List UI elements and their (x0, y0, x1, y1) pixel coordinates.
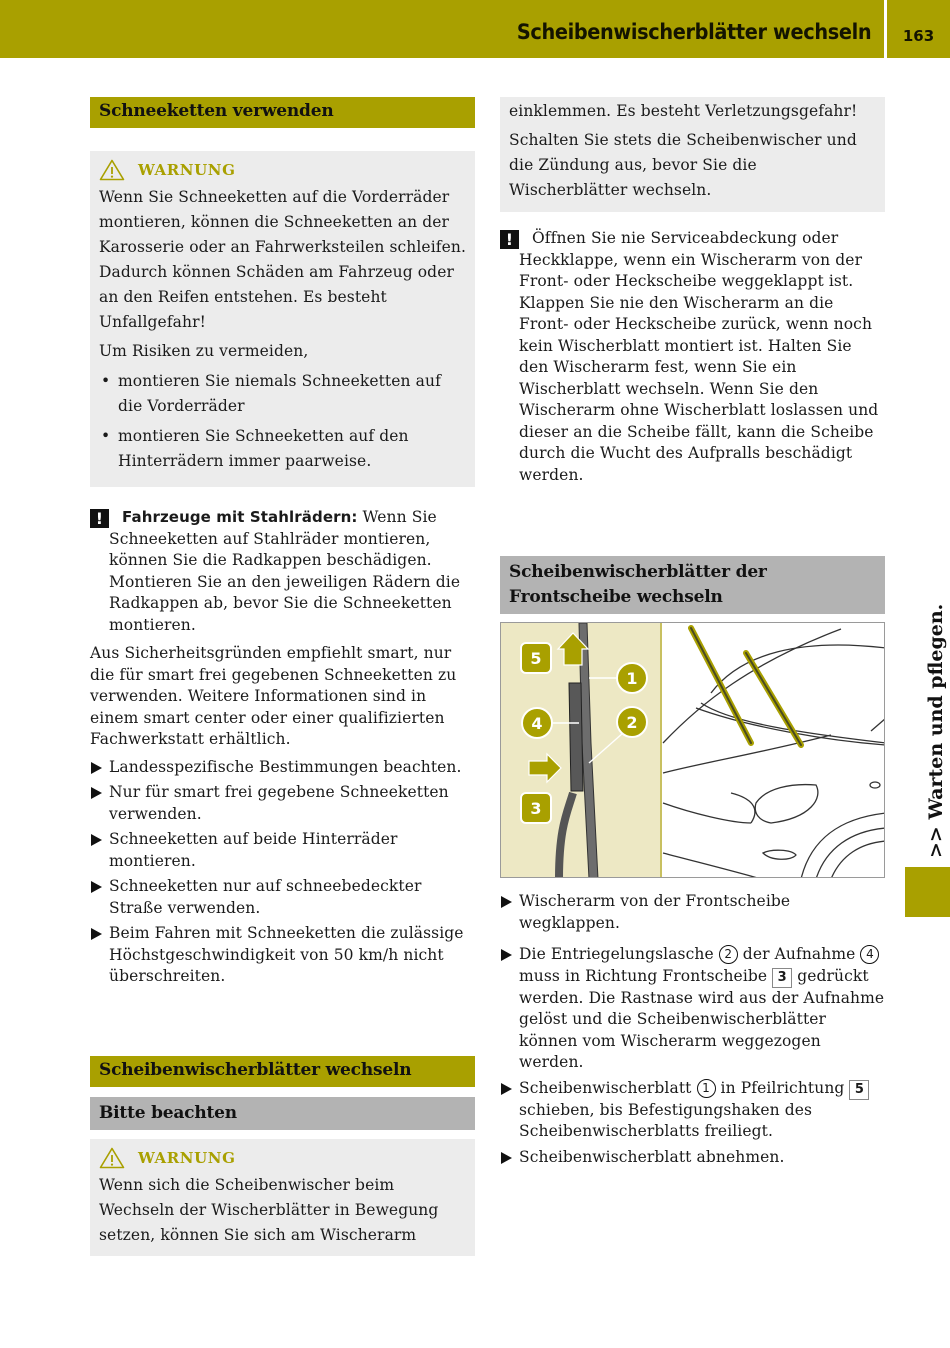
car-sketch (663, 629, 885, 878)
header-title: Scheibenwischerblätter wechseln (516, 20, 871, 44)
step-arrow-icon (501, 1083, 512, 1095)
section-heading-schneeketten: Schneeketten verwenden (90, 97, 475, 128)
warning-label: WARNUNG (138, 1148, 236, 1167)
callout-5 (521, 643, 551, 673)
info-paragraph: Aus Sicherheitsgründen empfiehlt smart, nur die für smart frei gegebenen Schneeketten zu verwenden. Weitere Informationen sind in einem smart center oder einer qualifizierten Fachwerkstatt erhältlich. (90, 644, 457, 748)
callout-3 (521, 793, 551, 823)
step-list-schneeketten (90, 757, 475, 988)
step-text: in Pfeilrichtung (715, 1078, 850, 1097)
step-item (90, 829, 475, 872)
step-item (500, 944, 885, 1074)
warning-text-advice: Schalten Sie stets die Scheibenwischer und die Zündung aus, bevor Sie die Wischerblätter wechseln. (509, 131, 857, 199)
exclamation-icon: ! (500, 230, 519, 249)
warning-intro: Um Risiken zu vermeiden, (99, 342, 309, 360)
step-item (500, 1147, 885, 1169)
step-text: Die Entriegelungslasche (519, 945, 719, 963)
warning-bullet: • montieren Sie niemals Schneeketten auf die Vorderräder (99, 369, 466, 419)
step-arrow-icon (91, 834, 102, 846)
step-text: schieben, bis Befestigungshaken des Scheibenwischerblatts freiliegt. (519, 1100, 813, 1140)
warning-box-schneeketten (90, 151, 475, 487)
note-stahlraeder (90, 507, 475, 636)
section-heading-wischerblaetter: Scheibenwischerblätter wechseln (90, 1056, 475, 1087)
step-arrow-icon (91, 762, 102, 774)
step-item (90, 757, 475, 779)
exclamation-icon: ! (90, 509, 109, 528)
callout-ref-circle: 4 (860, 945, 879, 964)
chapter-marker-block (905, 867, 950, 917)
note-bold-lead: Fahrzeuge mit Stahlrädern: (122, 508, 358, 526)
step-item (90, 782, 475, 825)
step-text: Beim Fahren mit Schneeketten die zulässige Höchstgeschwindigkeit von 50 km/h nicht überschreiten. (109, 924, 464, 985)
step-arrow-icon (91, 881, 102, 893)
right-column (500, 97, 885, 1166)
wiper-mount (569, 683, 583, 791)
note-text: Öffnen Sie nie Serviceabdeckung oder Heckklappe, wenn ein Wischerarm von der Front- oder Heckscheibe weggeklappt ist. Klappen Sie nie den Wischerarm an die Front- oder Heckscheibe zurück, wenn noch kein Wischerblatt montiert ist. Halten Sie den Wischerarm fest, wenn Sie ein Wischerblatt wechseln. Wenn Sie den Wischerarm ohne Wischerblatt loslassen und dieser an die Scheibe fällt, kann die Scheibe durch die Wucht des Aufpralls beschädigt werden. (519, 229, 879, 484)
warning-box-wischer (90, 1139, 475, 1256)
step-text: der Aufnahme (737, 945, 861, 963)
warning-triangle-icon (99, 159, 125, 181)
step-list-wischerblaetter (500, 891, 885, 1172)
svg-text:4: 4 (531, 714, 543, 733)
callout-2 (617, 707, 647, 737)
callout-1 (617, 663, 647, 693)
step-item (500, 1078, 885, 1143)
left-column-lower (90, 1056, 475, 1256)
wiper-illustration (500, 622, 885, 878)
step-text: gedrückt werden. Die Rastnase wird aus der Aufnahme gelöst und die Scheibenwischerblätter können vom Wischerarm weggezogen werden. (519, 966, 885, 1071)
callout-ref-circle: 2 (719, 945, 738, 964)
step-arrow-icon (501, 1152, 512, 1164)
section-heading-frontscheibe: Scheibenwischerblätter der Frontscheibe wechseln (500, 556, 885, 614)
step-arrow-icon (91, 928, 102, 940)
note-text: Wenn Sie Schneeketten auf Stahlräder montieren, können Sie die Radkappen beschädigen. Montieren Sie an den jeweiligen Rädern die Radkappen ab, bevor Sie die Schneeketten montieren. (109, 508, 461, 634)
warning-bullet: • montieren Sie Schneeketten auf den Hinterrädern immer paarweise. (99, 424, 466, 474)
step-arrow-icon (91, 787, 102, 799)
chapter-side-tab (905, 568, 945, 858)
step-text: Schneeketten nur auf schneebedeckter Straße verwenden. (109, 877, 422, 917)
svg-text:1: 1 (626, 669, 638, 688)
step-arrow-icon (501, 949, 512, 961)
step-text: Scheibenwischerblatt (519, 1078, 697, 1097)
step-text: Nur für smart frei gegebene Schneeketten verwenden. (109, 783, 449, 823)
warning-box-continued (500, 97, 885, 212)
subheading-bitte-beachten: Bitte beachten (90, 1097, 475, 1130)
page-number: 163 (902, 27, 935, 45)
callout-ref-circle: 1 (697, 1079, 716, 1098)
wiper-illustration-graphic (501, 623, 885, 878)
step-text: muss in Richtung Frontscheibe (519, 966, 773, 985)
warning-bullet-list (99, 369, 466, 474)
warning-header (99, 1145, 466, 1171)
warning-triangle-icon (99, 1147, 125, 1169)
svg-text:3: 3 (530, 799, 542, 818)
step-item (500, 891, 885, 934)
warning-text: Wenn Sie Schneeketten auf die Vorderräder montieren, können die Schneeketten an der Karosserie oder an Fahrwerksteilen schleifen. Dadurch können Schäden am Fahrzeug oder an den Reifen entstehen. Es besteht Unfallgefahr! (99, 188, 466, 331)
step-arrow-icon (501, 896, 512, 908)
callout-ref-square: 3 (772, 968, 792, 988)
warning-header (99, 157, 466, 183)
page-header (0, 0, 950, 58)
step-text: Scheibenwischerblatt abnehmen. (519, 1147, 785, 1166)
warning-label: WARNUNG (138, 160, 236, 179)
svg-text:2: 2 (626, 713, 638, 732)
step-item (90, 876, 475, 919)
svg-text:5: 5 (530, 649, 542, 668)
callout-4 (522, 708, 552, 738)
step-text: Schneeketten auf beide Hinterräder montieren. (109, 830, 398, 870)
note-serviceabdeckung (500, 228, 885, 486)
step-text: Landesspezifische Bestimmungen beachten. (109, 757, 462, 776)
left-column (90, 97, 475, 992)
chapter-side-label: >> Warten und pflegen. (925, 603, 947, 858)
step-item (90, 923, 475, 988)
warning-text: Wenn sich die Scheibenwischer beim Wechseln der Wischerblätter in Bewegung setzen, können Sie sich am Wischerarm (99, 1176, 439, 1244)
warning-text-continued: einklemmen. Es besteht Verletzungsgefahr! (509, 102, 858, 120)
step-text: Wischerarm von der Frontscheibe wegklappen. (519, 892, 791, 932)
callout-ref-square: 5 (849, 1080, 869, 1100)
